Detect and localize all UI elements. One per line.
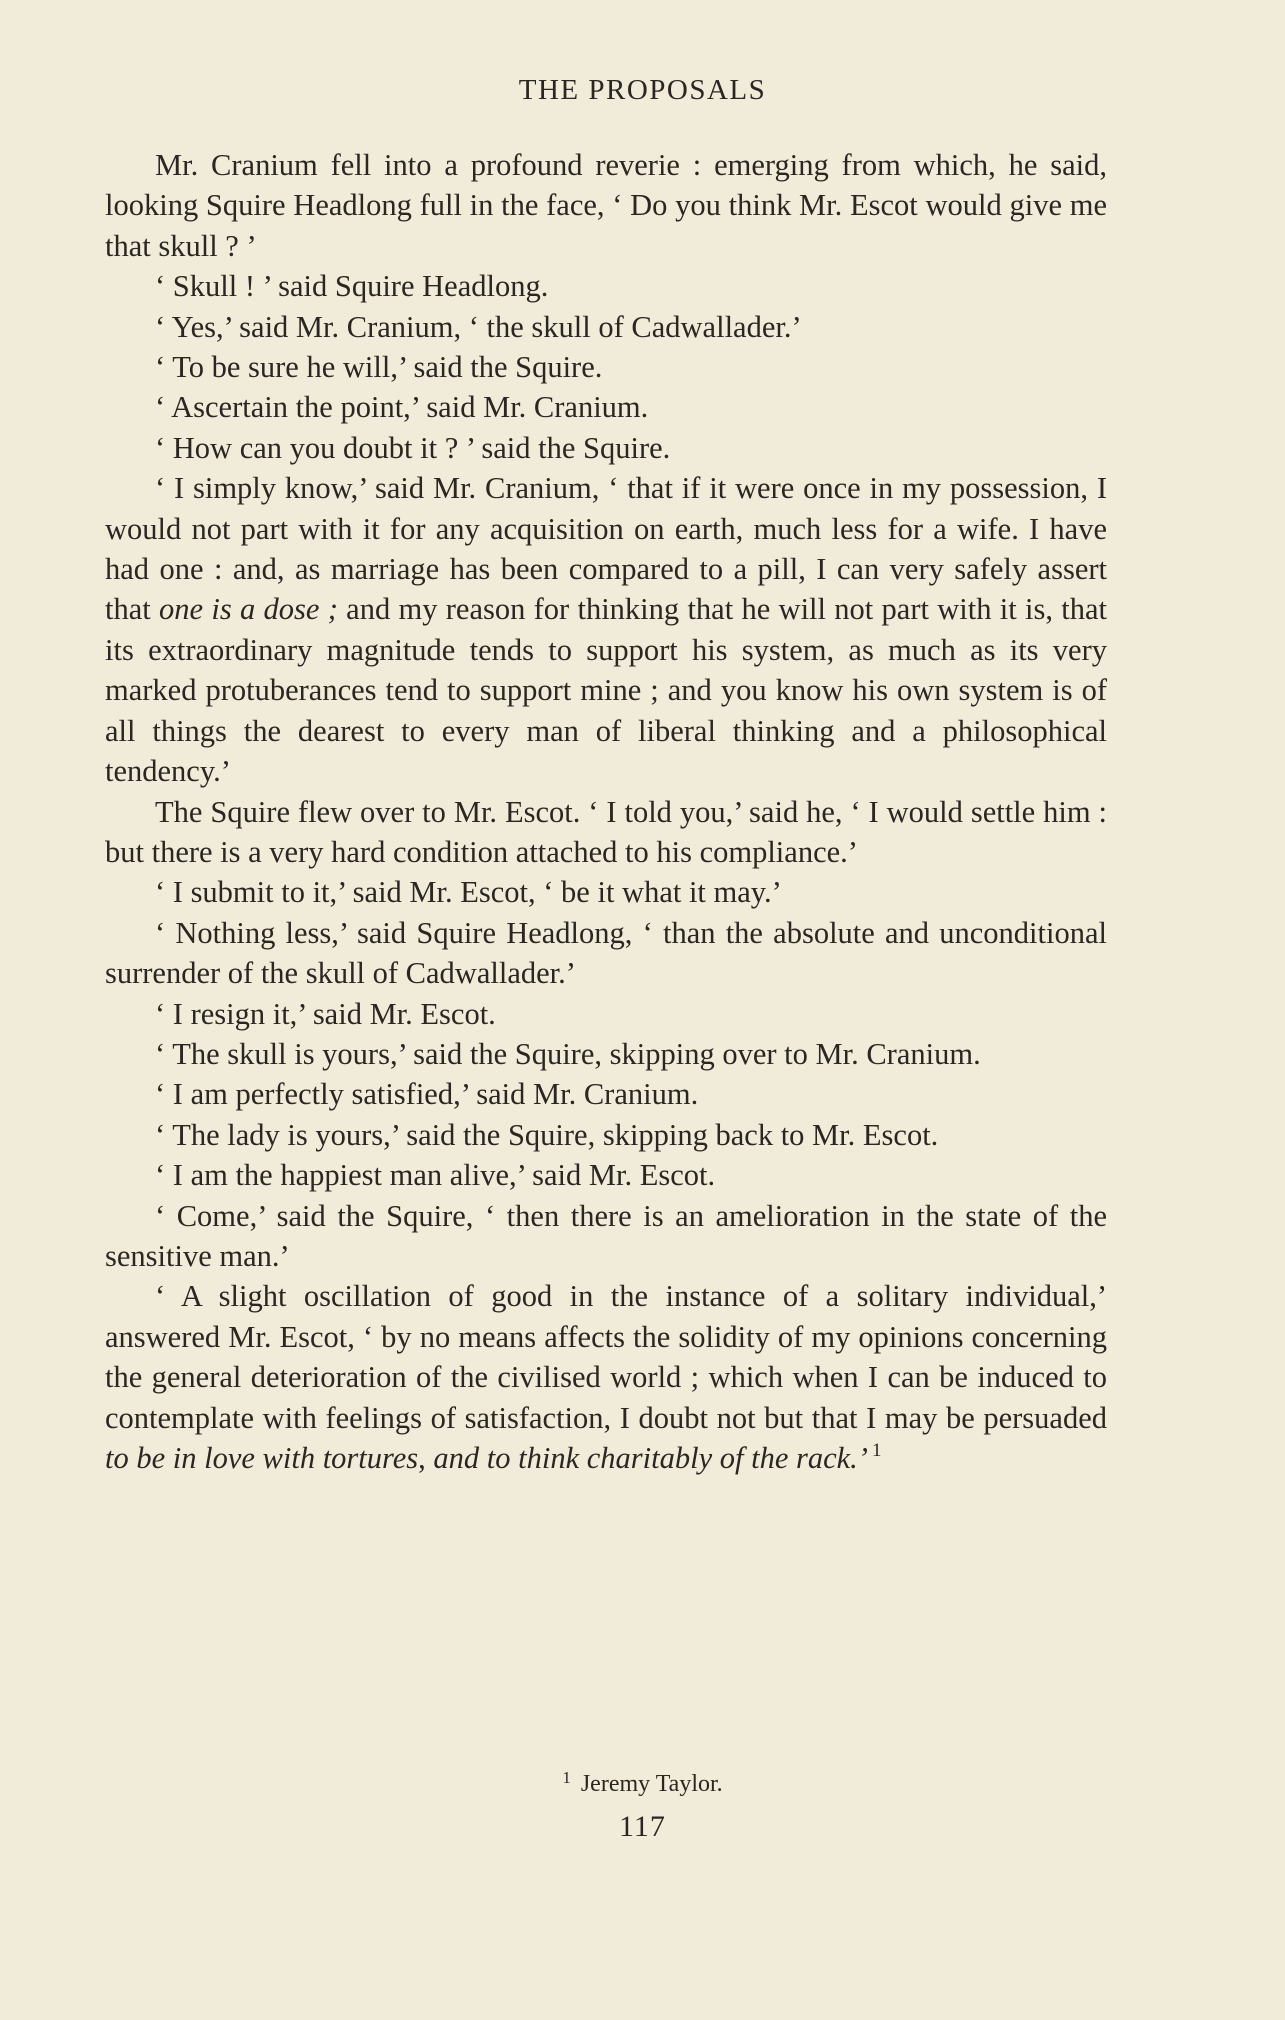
- footnote-marker: 1: [871, 1440, 882, 1461]
- paragraph: ‘ Skull ! ’ said Squire Headlong.: [155, 269, 549, 304]
- italic-phrase: and to think charitably of the rack.’: [433, 1441, 868, 1475]
- paragraph: ‘ Come,’ said the Squire, ‘ then there is an amelioration in the state of the sensitive man.’: [105, 1198, 1107, 1273]
- paragraph: Mr. Cranium fell into a profound reverie : emerging from which, he said, looking Squire Headlong full in the face, ‘ Do you think Mr. Escot would give me that skull ? ’: [105, 148, 1107, 263]
- paragraph: ‘ To be sure he will,’ said the Squire.: [155, 350, 603, 385]
- paragraph: ‘ Nothing less,’ said Squire Headlong, ‘ than the absolute and unconditional surrender of the skull of Cadwallader.’: [105, 915, 1107, 991]
- footnote-text: Jeremy Taylor.: [580, 1771, 723, 1797]
- paragraph: ‘ Yes,’ said Mr. Cranium, ‘ the skull of Cadwallader.’: [155, 309, 802, 344]
- footnote-number: 1: [562, 1768, 571, 1787]
- italic-phrase: to be in love with tortures: [105, 1441, 419, 1475]
- paragraph: ‘ I am the happiest man alive,’ said Mr. Escot.: [155, 1158, 716, 1193]
- paragraph: ‘ I resign it,’ said Mr. Escot.: [155, 996, 496, 1031]
- footnote: [0, 1768, 1285, 1798]
- body-text: [105, 145, 1107, 1478]
- running-head: THE PROPOSALS: [518, 74, 767, 106]
- paragraph: ‘ I simply know,’ said Mr. Cranium, ‘ that if it were once in my possession, I would not part with it for any acquisition on earth, much less for a wife. I have had one : and, as marriage has been compared to a pill, I can very safely assert that one is a dose ; and my reason for thinking that he will not part with it is, that its extraordinary magnitude tends to support his system, as much as its very marked protuberances tend to support mine ; and you know his own system is of all things the dearest to every man of liberal thinking and a philosophical tendency.’: [105, 471, 1107, 789]
- paragraph: ‘ A slight oscillation of good in the instance of a solitary individual,’ answered Mr. Escot, ‘ by no means affects the solidity of my opinions concerning the general deterioration of the civilised world ; which when I can be induced to contemplate with feelings of satisfaction, I doubt not but that I may be persuaded to be in love with tortures, and to think charitably of the rack.’ $^1$: [105, 1279, 1107, 1475]
- paragraph: ‘ I submit to it,’ said Mr. Escot, ‘ be it what it may.’: [155, 875, 782, 910]
- paragraph: ‘ The skull is yours,’ said the Squire, skipping over to Mr. Cranium.: [155, 1036, 981, 1071]
- paragraph: ‘ The lady is yours,’ said the Squire, skipping back to Mr. Escot.: [155, 1117, 939, 1152]
- paragraph: ‘ I am perfectly satisfied,’ said Mr. Cranium.: [155, 1077, 699, 1112]
- italic-phrase: one is a dose ;: [159, 592, 338, 627]
- paragraph: ‘ Ascertain the point,’ said Mr. Cranium.: [155, 390, 649, 425]
- paragraph: ‘ How can you doubt it ? ’ said the Squire.: [155, 430, 671, 465]
- page-number: 117: [619, 1810, 666, 1843]
- paragraph: The Squire flew over to Mr. Escot. ‘ I told you,’ said he, ‘ I would settle him : but there is a very hard condition attached to his compliance.’: [105, 794, 1107, 869]
